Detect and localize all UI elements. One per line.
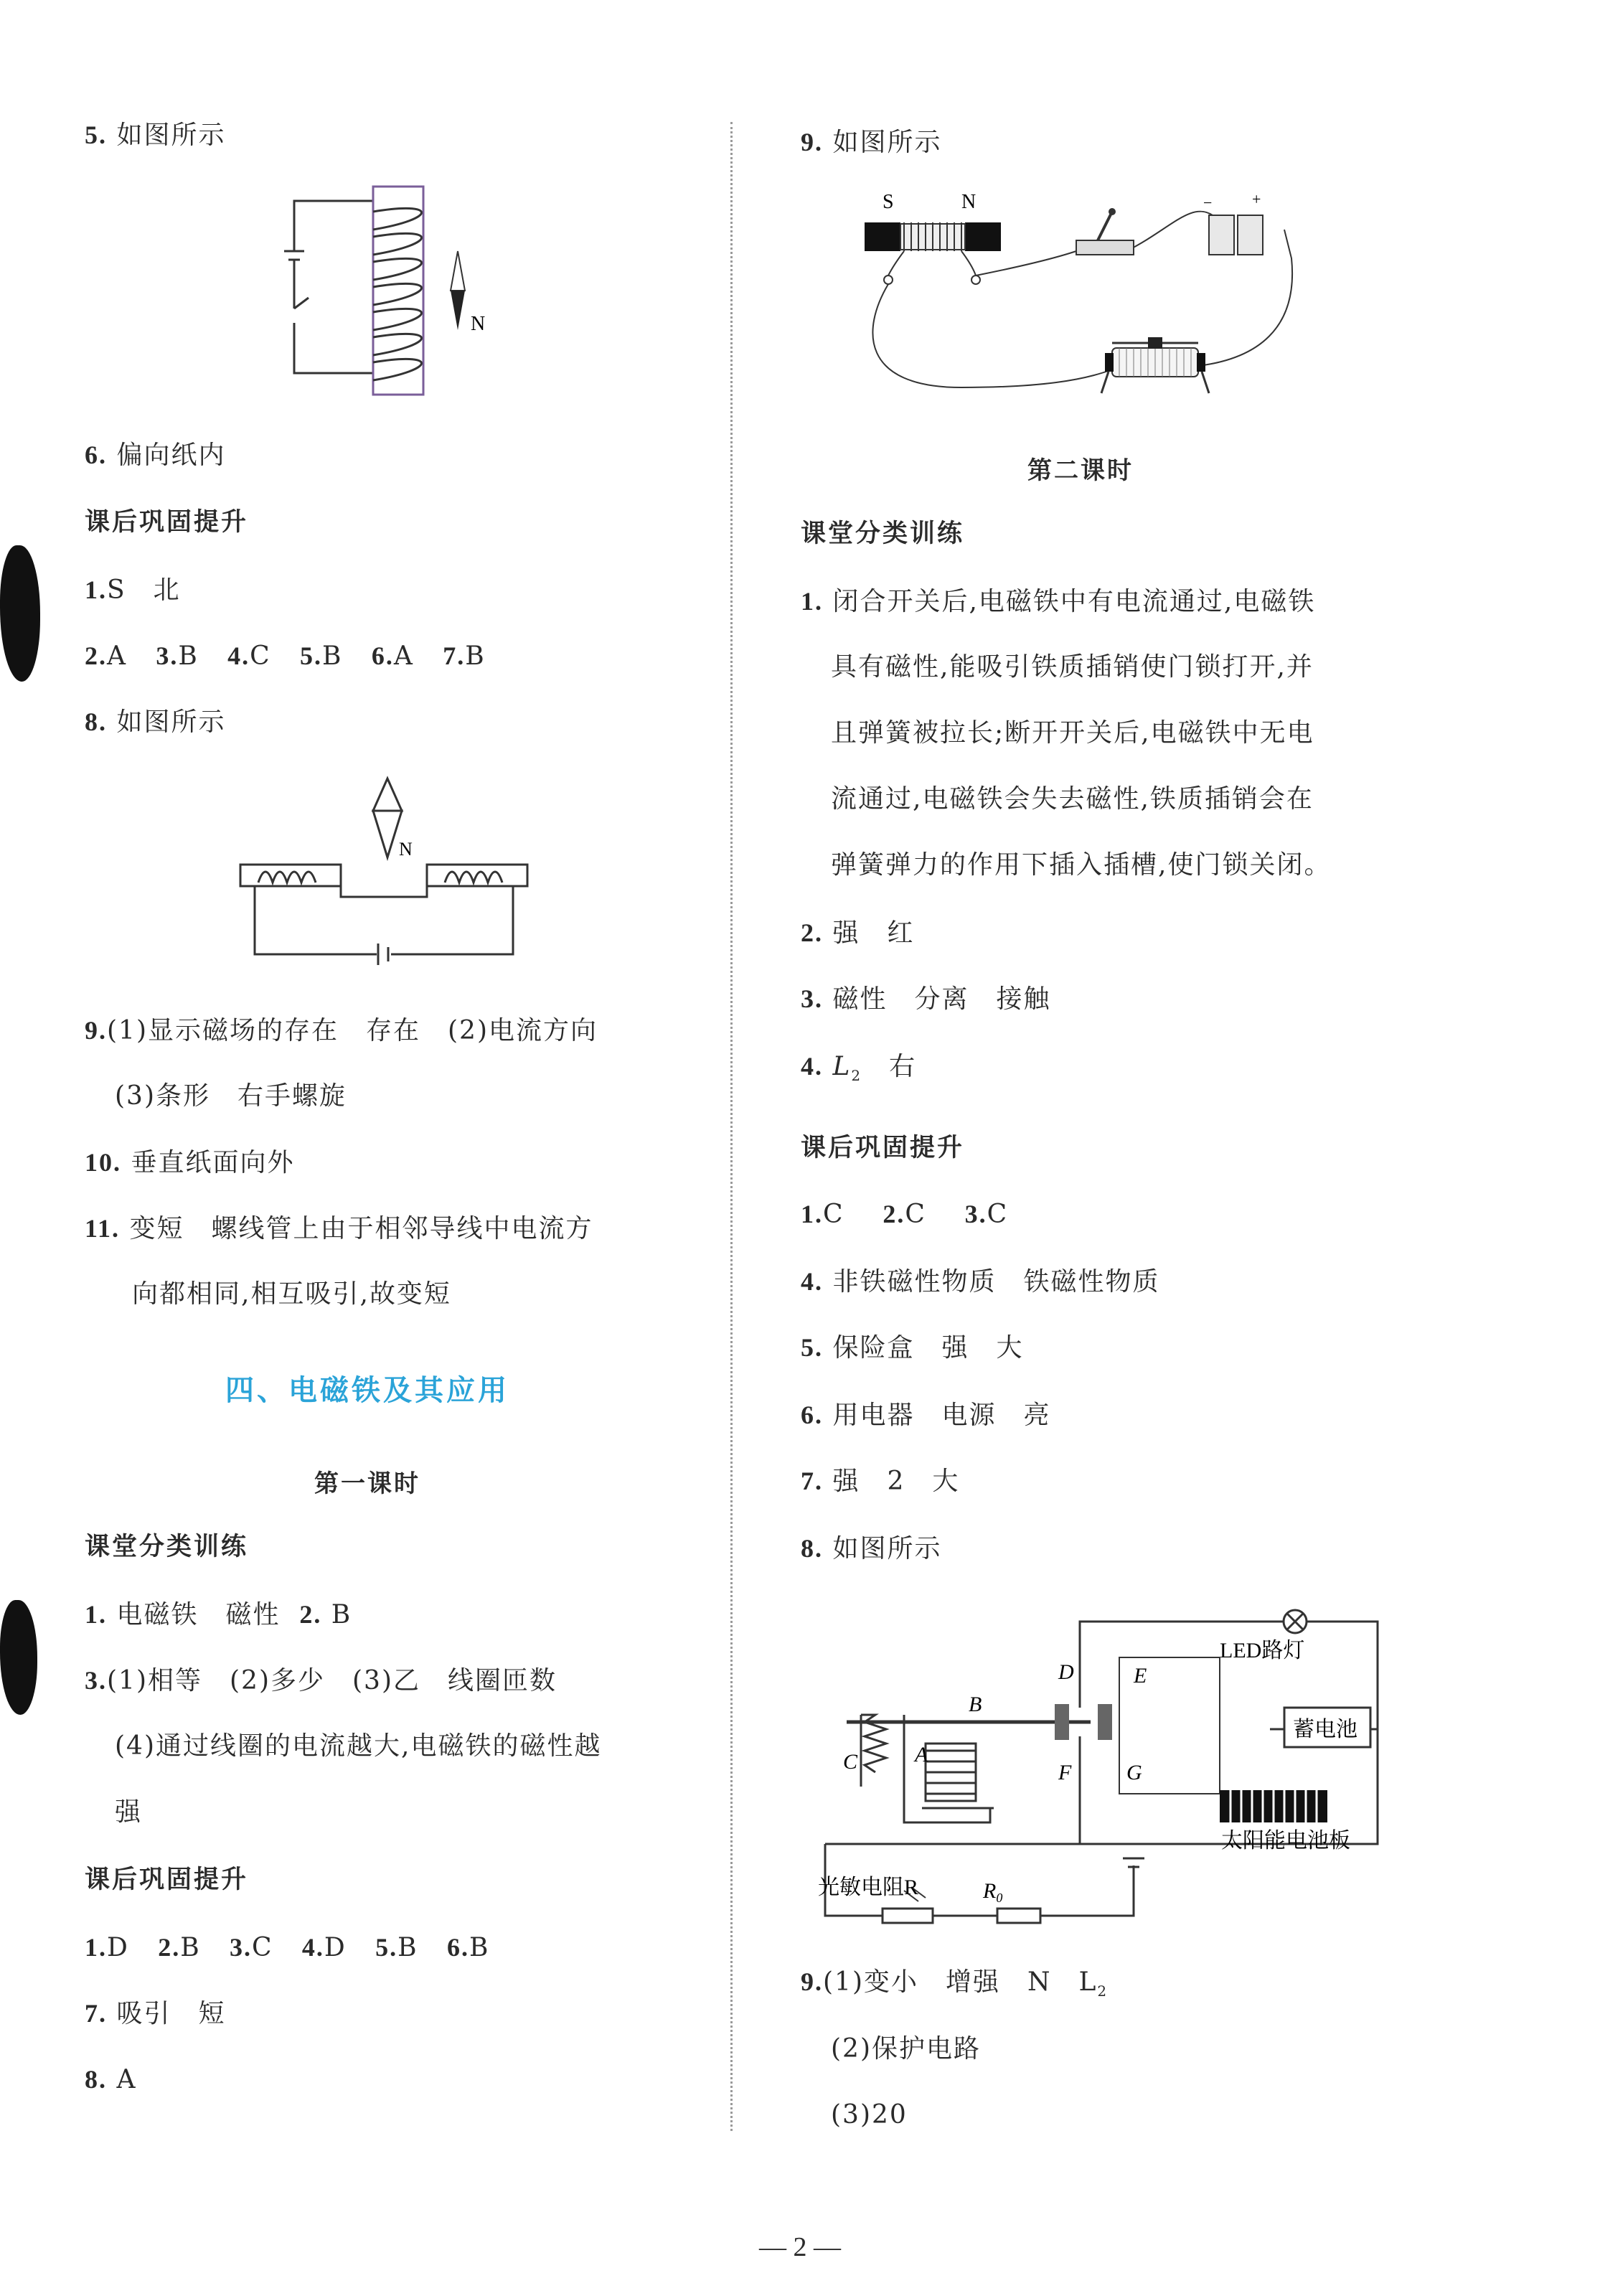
solar-label: 太阳能电池板 <box>1221 1829 1350 1853</box>
led-label: LED路灯 <box>1220 1639 1305 1662</box>
answer-1: 1. 闭合开关后,电磁铁中有电流通过,电磁铁 <box>801 587 1316 616</box>
answer-1-cont: 具有磁性,能吸引铁质插销使门锁打开,并 <box>831 652 1314 682</box>
answer-1-cont: 流通过,电磁铁会失去磁性,铁质插销会在 <box>831 784 1314 814</box>
label-b: B <box>969 1693 982 1716</box>
two-coils-figure <box>237 775 538 979</box>
answer-9-cont: (3)条形 右手螺旋 <box>115 1081 347 1111</box>
answer-1-cont: 弹簧弹力的作用下插入插槽,使门锁关闭。 <box>831 850 1332 880</box>
solenoid-compass-figure <box>273 179 509 405</box>
relay-led-circuit-figure <box>818 1607 1392 1940</box>
lesson-title: 第二课时 <box>1027 456 1134 485</box>
answer-1-3: 1.C 2.C 3.C <box>801 1200 1009 1229</box>
answer-2-7: 2.A 3.B 4.C 5.B 6.A 7.B <box>85 641 486 671</box>
label-f: F <box>1058 1761 1072 1784</box>
section-heading: 课后巩固提升 <box>85 508 249 537</box>
answer-9: 9. 如图所示 <box>801 128 942 157</box>
answer-3-cont: 强 <box>115 1797 143 1827</box>
answer-10: 10. 垂直纸面向外 <box>85 1148 295 1177</box>
answer-11: 11. 变短 螺线管上由于相邻导线中电流方 <box>85 1214 593 1243</box>
compass-n-label: N <box>399 839 413 860</box>
answer-3-cont: (4)通过线圈的电流越大,电磁铁的磁性越 <box>115 1731 602 1761</box>
answer-6: 6. 用电器 电源 亮 <box>801 1401 1051 1430</box>
answer-9: 9.(1)变小 增强 N $L_2$ <box>801 1967 1109 2000</box>
answer-7: 7. 吸引 短 <box>85 1999 226 2028</box>
answer-8: 8. 如图所示 <box>85 707 226 737</box>
label-c: C <box>843 1750 858 1774</box>
label-a: A <box>915 1743 928 1766</box>
label-d: D <box>1058 1660 1074 1684</box>
plus-label: + <box>1252 190 1261 208</box>
ink-blot <box>0 545 40 682</box>
answer-1-cont: 且弹簧被拉长;断开开关后,电磁铁中无电 <box>831 718 1314 748</box>
column-divider <box>730 122 733 2131</box>
answer-1-6: 1.D 2.B 3.C 4.D 5.B 6.B <box>85 1933 490 1962</box>
section-heading: 课后巩固提升 <box>801 1134 965 1162</box>
section-heading: 课堂分类训练 <box>801 519 965 548</box>
page-number: — 2 — <box>759 2232 841 2262</box>
ink-blot <box>0 1600 37 1715</box>
answer-9: 9.(1)显示磁场的存在 存在 (2)电流方向 <box>85 1016 598 1045</box>
answer-4: 4. $L_2$ 右 <box>801 1052 917 1085</box>
answer-5: 5. 如图所示 <box>85 121 226 150</box>
answer-4: 4. 非铁磁性物质 铁磁性物质 <box>801 1267 1160 1297</box>
photoresistor-label: 光敏电阻R <box>818 1876 919 1899</box>
section-title: 四、电磁铁及其应用 <box>225 1374 509 1407</box>
answer-1: 1.S 北 <box>85 575 181 605</box>
answer-5: 5. 保险盒 强 大 <box>801 1333 1024 1363</box>
answer-2: 2. 强 红 <box>801 918 915 948</box>
answer-1-2: 1. 电磁铁 磁性 2. B <box>85 1600 352 1629</box>
s-label: S <box>883 191 894 213</box>
answer-8: 8. 如图所示 <box>801 1534 942 1563</box>
section-heading: 课堂分类训练 <box>85 1533 249 1561</box>
r0-label: $R_0$ <box>983 1879 1003 1905</box>
answer-9-cont: (3)20 <box>831 2100 908 2130</box>
answer-3: 3.(1)相等 (2)多少 (3)乙 线圈匝数 <box>85 1666 557 1695</box>
label-e: E <box>1134 1664 1147 1688</box>
answer-11-cont: 向都相同,相互吸引,故变短 <box>132 1279 451 1309</box>
lesson-title: 第一课时 <box>314 1469 420 1498</box>
n-label: N <box>961 191 977 213</box>
answer-3: 3. 磁性 分离 接触 <box>801 984 1051 1014</box>
battery-label: 蓄电池 <box>1293 1718 1357 1741</box>
answer-7: 7. 强 2 大 <box>801 1467 960 1496</box>
label-g: G <box>1126 1761 1142 1784</box>
section-heading: 课后巩固提升 <box>85 1866 249 1894</box>
electromagnet-circuit-figure <box>854 187 1313 419</box>
answer-8: 8. A <box>85 2065 137 2094</box>
compass-n-label: N <box>471 313 486 335</box>
answer-9-cont: (2)保护电路 <box>831 2034 981 2064</box>
answer-6: 6. 偏向纸内 <box>85 441 226 470</box>
minus-label: − <box>1203 194 1213 212</box>
